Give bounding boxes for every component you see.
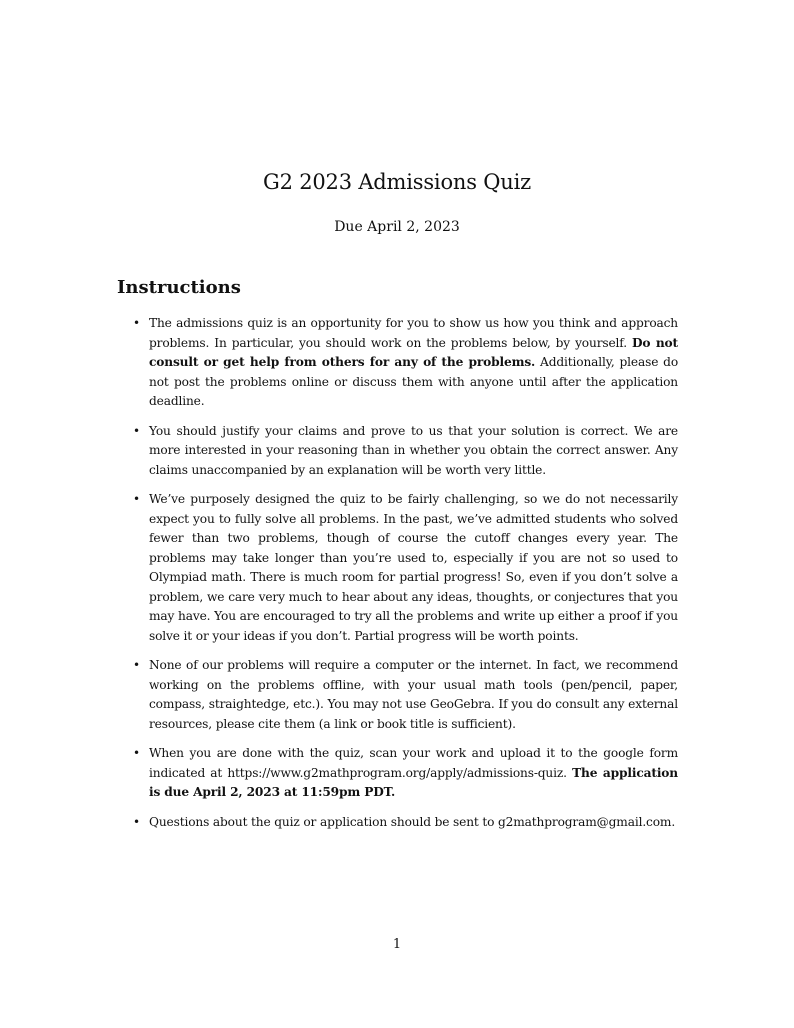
instruction-text: When you are done with the quiz, scan your work and upload it to the google form indicated at https://www.g2mathprogram.org/apply/admissions-quiz. [149, 746, 678, 780]
page-number: 1 [392, 937, 402, 952]
instruction-text: You should justify your claims and prove to us that your solution is correct. We are more interested in your reasoning than in whether you obtain the correct answer. Any claims unaccompanied by an explanation will be worth very little. [149, 423, 678, 477]
bullet-icon: • [133, 316, 140, 330]
instruction-text: Questions about the quiz or application should be sent to g2mathprogram@gmail.com. [149, 814, 676, 829]
bullet-icon: • [133, 814, 140, 829]
instruction-item [132, 813, 678, 833]
instruction-item [132, 422, 678, 481]
bullet-icon: • [133, 423, 140, 438]
bullet-icon: • [133, 492, 140, 506]
instruction-item [132, 490, 678, 646]
instruction-text-bold: The application is due April 2, 2023 at 11:59pm PDT. [149, 765, 678, 799]
instruction-item [132, 656, 678, 734]
due-date: Due April 2, 2023 [334, 219, 460, 235]
instruction-item [132, 314, 678, 412]
instruction-text: We’ve purposely designed the quiz to be fairly challenging, so we do not necessarily expect you to fully solve all problems. In the past, we’ve admitted students who solved fewer than two problems, though of course the cutoff changes every year. The problems may take longer than you’re used to, especially if you are not so used to Olympiad math. There is much room for partial progress! So, even if you don’t solve a problem, we care very much to hear about any ideas, thoughts, or conjectures that you may have. You are encouraged to try all the problems and write up either a proof if you solve it or your ideas if you don’t. Partial progress will be worth points. [149, 492, 678, 643]
instructions-list [132, 314, 678, 842]
page-title: G2 2023 Admissions Quiz [263, 170, 531, 194]
instruction-text: The admissions quiz is an opportunity for you to show us how you think and approach problems. In particular, you should work on the problems below, by yourself. [149, 316, 678, 350]
instruction-text: None of our problems will require a computer or the internet. In fact, we recommend working on the problems offline, with your usual math tools (pen/pencil, paper, compass, straightedge, etc.). You may not use GeoGebra. If you do consult any external resources, please cite them (a link or book title is sufficient). [149, 658, 678, 731]
instruction-item [132, 744, 678, 803]
instruction-text-bold: Do not consult or get help from others for any of the problems. [149, 335, 678, 369]
instruction-text: Additionally, please do not post the problems online or discuss them with anyone until after the application deadline. [149, 355, 679, 408]
bullet-icon: • [133, 746, 140, 760]
section-heading-instructions: Instructions [117, 277, 241, 298]
bullet-icon: • [133, 658, 140, 672]
